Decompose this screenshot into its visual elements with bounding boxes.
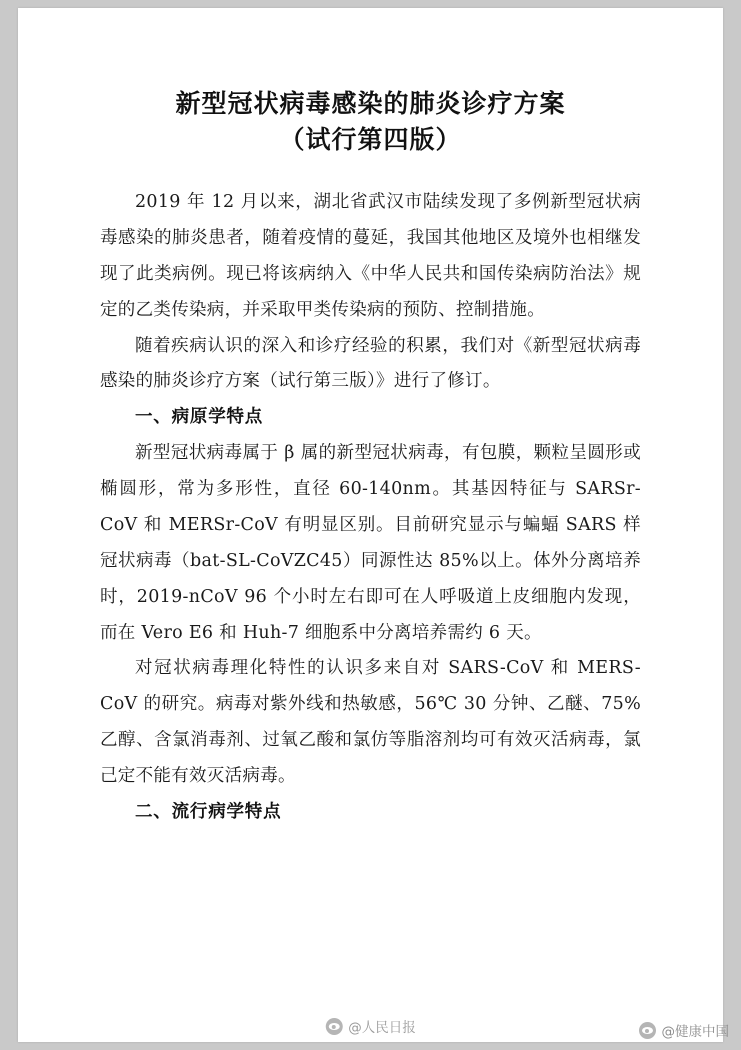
section1-paragraph-2: 对冠状病毒理化特性的认识多来自对 SARS-CoV 和 MERS-CoV 的研究。病毒对紫外线和热敏感，56℃ 30 分钟、乙醚、75%乙醇、含氯消毒剂、过氧乙酸和氯仿等脂溶剂均可有效灭活病毒，氯己定不能有效灭活病毒。 xyxy=(100,658,641,786)
document-body xyxy=(18,8,723,1042)
section-heading-1: 一、病原学特点 xyxy=(135,407,264,428)
watermark-right-label: @健康中国 xyxy=(661,1024,729,1040)
page-title xyxy=(100,86,641,157)
intro-paragraph-2: 随着疾病认识的深入和诊疗经验的积累，我们对《新型冠状病毒感染的肺炎诊疗方案（试行第三版）》进行了修订。 xyxy=(100,335,641,392)
section1-paragraph-1: 新型冠状病毒属于 β 属的新型冠状病毒，有包膜，颗粒呈圆形或椭圆形，常为多形性，直径 60-140nm。其基因特征与 SARSr-CoV 和 MERSr-CoV 有明显区别。目前研究显示与蝙蝠 SARS 样冠状病毒（bat-SL-CoVZC45）同源性达 85%以上。体外分离培养时，2019-nCoV 96 个小时左右即可在人呼吸道上皮细胞内发现，而在 Vero E6 和 Huh-7 细胞系中分离培养需约 6 天。 xyxy=(100,443,641,643)
weibo-eye-icon-right xyxy=(639,1022,656,1039)
watermark-center-label: @人民日报 xyxy=(348,1020,416,1036)
watermark-right xyxy=(639,1020,730,1040)
title-line-2: （试行第四版） xyxy=(279,124,462,154)
title-line-1: 新型冠状病毒感染的肺炎诊疗方案 xyxy=(175,89,566,118)
intro-paragraph-1: 2019 年 12 月以来，湖北省武汉市陆续发现了多例新型冠状病毒感染的肺炎患者，随着疫情的蔓延，我国其他地区及境外也相继发现了此类病例。现已将该病纳入《中华人民共和国传染病防治法》规定的乙类传染病，并采取甲类传染病的预防、控制措施。 xyxy=(100,192,641,320)
document-page xyxy=(18,8,723,1042)
section-heading-2: 二、流行病学特点 xyxy=(135,801,282,822)
